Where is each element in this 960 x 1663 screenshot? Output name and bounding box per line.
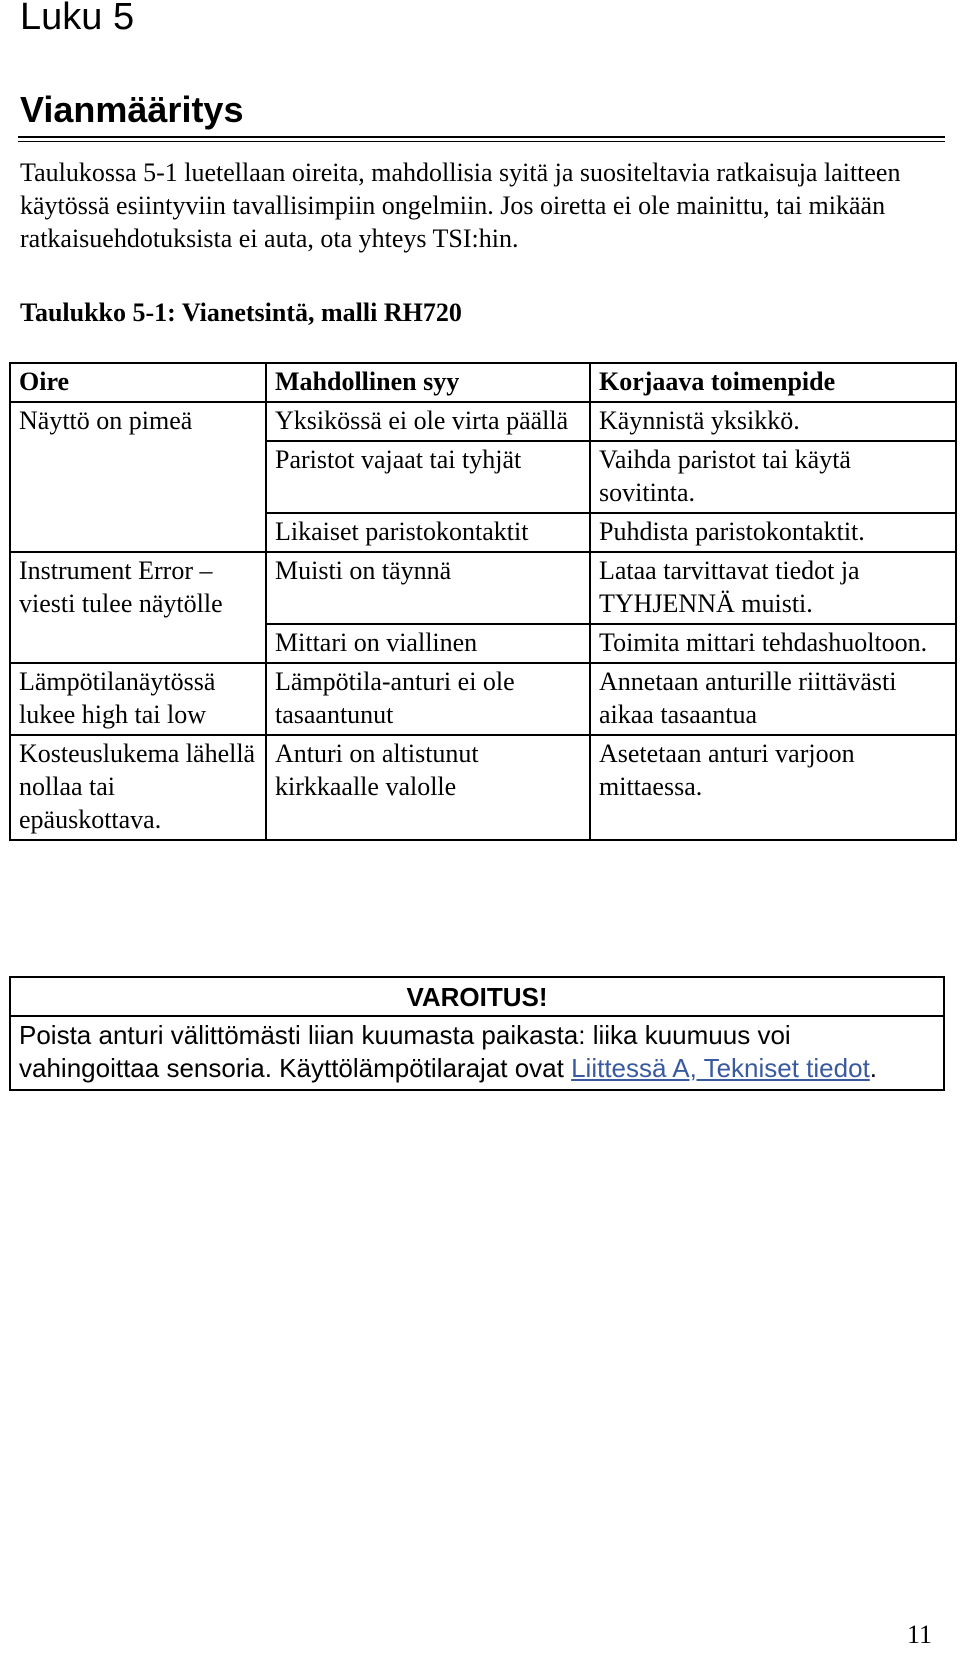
cause-cell: Mittari on viallinen xyxy=(266,624,590,663)
action-cell: Annetaan anturille riittävästi aikaa tasaantua xyxy=(590,663,956,735)
warning-text-main: Poista anturi välittömästi liian kuumasta paikasta: liika kuumuus voi vahingoittaa sensoria. Käyttölämpötilarajat ovat xyxy=(19,1020,791,1083)
symptom-cell: Lämpötilanäytössä lukee high tai low xyxy=(10,663,266,735)
cause-cell: Yksikössä ei ole virta päällä xyxy=(266,402,590,441)
table-row xyxy=(10,663,956,735)
action-cell: Asetetaan anturi varjoon mittaessa. xyxy=(590,735,956,840)
page-number: 11 xyxy=(906,1620,932,1649)
troubleshooting-table xyxy=(9,362,957,841)
warning-box xyxy=(9,976,945,1091)
chapter-heading: Luku 5 xyxy=(20,0,135,38)
table-row xyxy=(10,552,956,624)
cause-cell: Muisti on täynnä xyxy=(266,552,590,624)
action-cell: Toimita mittari tehdashuoltoon. xyxy=(590,624,956,663)
table-caption: Taulukko 5-1: Vianetsintä, malli RH720 xyxy=(20,298,462,327)
warning-text-end: . xyxy=(869,1053,878,1083)
symptom-cell: Näyttö on pimeä xyxy=(10,402,266,552)
header-cause: Mahdollinen syy xyxy=(266,363,590,402)
cause-cell: Likaiset paristokontaktit xyxy=(266,513,590,552)
warning-title: VAROITUS! xyxy=(11,978,943,1017)
table-header-row xyxy=(10,363,956,402)
symptom-cell: Kosteuslukema lähellä nollaa tai epäuskottava. xyxy=(10,735,266,840)
cause-cell: Anturi on altistunut kirkkaalle valolle xyxy=(266,735,590,840)
symptom-cell: Instrument Error – viesti tulee näytölle xyxy=(10,552,266,663)
warning-text xyxy=(11,1017,943,1089)
action-cell: Vaihda paristot tai käytä sovitinta. xyxy=(590,441,956,513)
cause-cell: Lämpötila-anturi ei ole tasaantunut xyxy=(266,663,590,735)
action-cell: Käynnistä yksikkö. xyxy=(590,402,956,441)
cause-cell: Paristot vajaat tai tyhjät xyxy=(266,441,590,513)
appendix-link[interactable]: Liittessä A, Tekniset tiedot xyxy=(571,1053,870,1083)
intro-paragraph: Taulukossa 5-1 luetellaan oireita, mahdollisia syitä ja suositeltavia ratkaisuja laitteen käytössä esiintyviin tavallisimpiin ongelmiin. Jos oiretta ei ole mainittu, tai mikään ratkaisuehdotuksista ei auta, ota yhteys TSI:hin. xyxy=(20,158,901,253)
action-cell: Lataa tarvittavat tiedot ja TYHJENNÄ muisti. xyxy=(590,552,956,624)
title-rule-secondary xyxy=(18,141,945,142)
section-title: Vianmääritys xyxy=(20,89,244,130)
header-symptom: Oire xyxy=(10,363,266,402)
table-row xyxy=(10,735,956,840)
header-action: Korjaava toimenpide xyxy=(590,363,956,402)
title-rule xyxy=(18,136,945,138)
table-row xyxy=(10,402,956,441)
action-cell: Puhdista paristokontaktit. xyxy=(590,513,956,552)
